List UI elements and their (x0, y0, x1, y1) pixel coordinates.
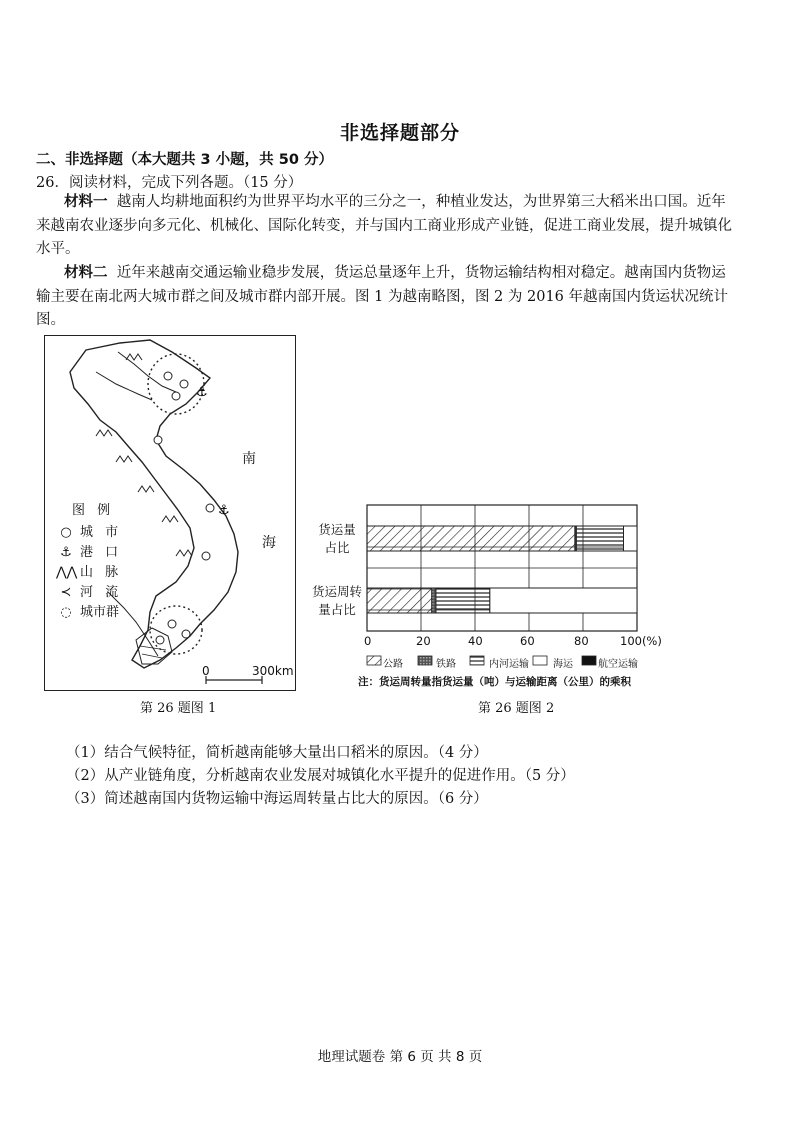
section-heading: 二、非选择题（本大题共 3 小题，共 50 分） (36, 152, 333, 168)
legend-label-rail: 铁路 (436, 659, 456, 670)
legend-label-sea: 海运 (553, 659, 573, 670)
legend-swatch (533, 656, 547, 665)
legend-swatch (418, 656, 432, 665)
question-heading: 26．阅读材料，完成下列各题。（15 分） (36, 175, 303, 191)
legend-label-inland: 内河运输 (489, 659, 529, 670)
legend-item-river: ≺ 河 流 (56, 581, 122, 600)
chart-bars (367, 526, 637, 613)
sub-question-3: （3）简述越南国内货物运输中海运周转量占比大的原因。（6 分） (66, 791, 488, 807)
category-label-turnover: 货运周转 量占比 (311, 584, 362, 617)
bar-segment (367, 588, 432, 613)
legend-title: 图 例 (72, 503, 115, 518)
bar-segment (436, 588, 490, 613)
legend-swatch (470, 656, 484, 665)
legend-swatch (582, 656, 596, 665)
sub-question-2: （2）从产业链角度，分析越南农业发展对城镇化水平提升的促进作用。（5 分） (66, 768, 575, 784)
legend-label-road: 公路 (383, 659, 403, 670)
x-tick: 100(%) (620, 634, 662, 648)
material-one-text: 越南人均耕地面积约为世界平均水平的三分之一，种植业发达，为世界第三大稻米出口国。近年来越南农业逐步向多元化、机械化、国际化转变，并与国内工商业形成产业链，促进工商业发展，提升城镇化水平。 (36, 194, 732, 257)
x-tick: 80 (574, 634, 589, 648)
circle-icon: ○ (60, 525, 72, 540)
material-two-text: 近年来越南交通运输业稳步发展，货运总量逐年上升，货物运输结构相对稳定。越南国内货物运输主要在南北两大城市群之间及城市群内部开展。图 1 为越南略图，图 2 为 2016 年越南国内货运状况统计图。 (36, 265, 729, 328)
page-title: 非选择题部分 (339, 122, 460, 144)
x-tick: 40 (468, 634, 483, 648)
mountain-icon: ⋀⋀ (56, 565, 78, 580)
river-icon: ≺ (60, 585, 72, 600)
bar-segment (576, 526, 623, 551)
sub-question-1: （1）结合气候特征，简析越南能够大量出口稻米的原因。（4 分） (66, 745, 488, 761)
legend-item-city-cluster: ◌ 城市群 (56, 601, 119, 620)
page-footer: 地理试题卷 第 6 页 共 8 页 (317, 1049, 483, 1065)
legend-item-city: ○ 城 市 (56, 521, 122, 540)
x-tick: 20 (416, 634, 431, 648)
x-tick: 60 (520, 634, 535, 648)
sea-label-south: 南 (242, 451, 256, 467)
scale-zero: 0 (202, 664, 210, 678)
sea-label-sea: 海 (262, 535, 276, 551)
bar-segment (432, 588, 436, 613)
figure-1-caption: 第 26 题图 1 (140, 701, 217, 716)
material-one-label: 材料一 (64, 194, 108, 210)
legend-item-mountain: ⋀⋀ 山 脉 (56, 565, 123, 580)
figure-2-caption: 第 26 题图 2 (478, 701, 555, 716)
bar-segment (624, 526, 638, 551)
category-label-volume: 货运量 占比 (318, 522, 356, 555)
scale-label: 300km (252, 664, 294, 678)
x-tick: 0 (364, 634, 372, 648)
legend-label-air: 航空运输 (598, 659, 638, 670)
anchor-icon: ⚓ (218, 503, 230, 518)
bar-segment (367, 526, 575, 551)
legend-swatch (367, 656, 381, 665)
anchor-icon: ⚓ (196, 385, 208, 400)
chart-note: 注：货运周转量指货运量（吨）与运输距离（公里）的乘积 (358, 676, 631, 688)
city-cluster-icon: ◌ (60, 605, 72, 620)
material-two-label: 材料二 (64, 265, 108, 281)
bar-segment (490, 588, 637, 613)
legend-item-port: ⚓ 港 口 (56, 541, 122, 560)
anchor-icon: ⚓ (60, 545, 72, 560)
